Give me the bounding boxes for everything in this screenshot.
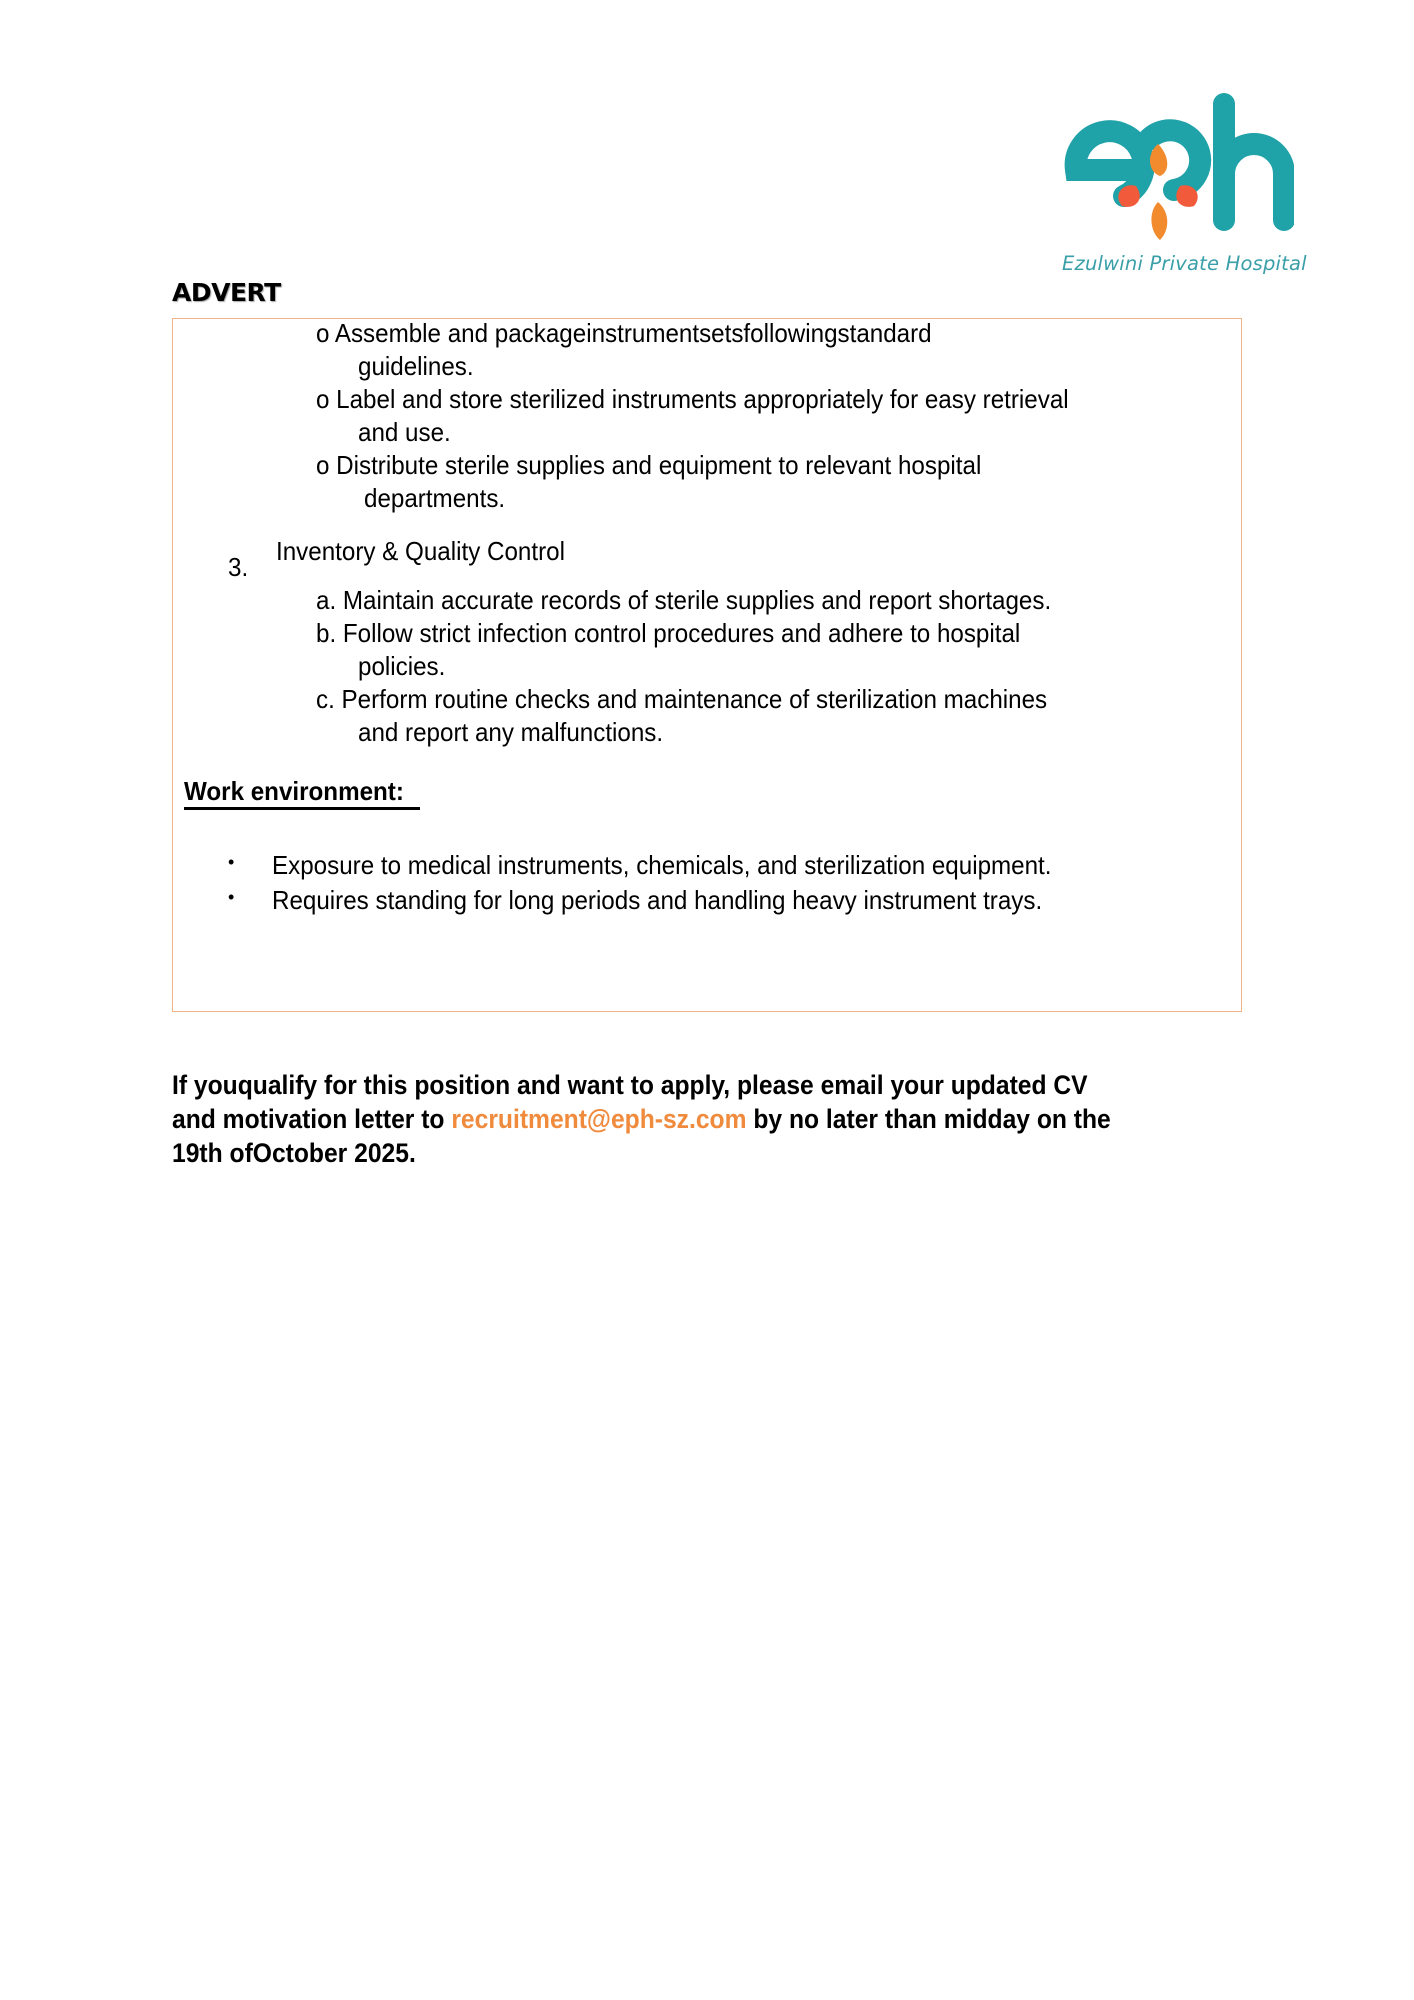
logo-caption: Ezulwini Private Hospital — [1062, 252, 1307, 275]
recruitment-email-link[interactable]: recruitment@eph-sz.com — [451, 1104, 747, 1134]
eph-logo-icon — [1062, 92, 1294, 252]
work-env-item: Requires standing for long periods and handling heavy instrument trays. — [272, 885, 1043, 915]
apply-line-3: 19th ofOctober 2025. — [172, 1138, 416, 1168]
advert-title: ADVERT — [172, 278, 281, 307]
inventory-item-c-cont: and report any malfunctions. — [358, 717, 664, 747]
task-item-distribute-cont: departments. — [364, 483, 506, 513]
inventory-item-c: c. Perform routine checks and maintenance of sterilization machines — [316, 684, 1048, 714]
inventory-item-b: b. Follow strict infection control procedures and adhere to hospital — [316, 618, 1021, 648]
task-item-assemble-cont: guidelines. — [358, 351, 474, 381]
inventory-item-a: a. Maintain accurate records of sterile supplies and report shortages. — [316, 585, 1052, 615]
bullet-icon: • — [228, 852, 235, 872]
task-item-distribute: o Distribute sterile supplies and equipment to relevant hospital — [316, 450, 982, 480]
task-item-assemble: o Assemble and packageinstrumentsetsfollowingstandard — [316, 318, 932, 348]
bullet-icon: • — [228, 887, 235, 907]
apply-line-2: and motivation letter to recruitment@eph-sz.com by no later than midday on the — [172, 1104, 1111, 1134]
hospital-logo — [1062, 92, 1307, 288]
inventory-item-b-cont: policies. — [358, 651, 446, 681]
section-number: 3. — [228, 552, 249, 582]
work-env-item: Exposure to medical instruments, chemicals, and sterilization equipment. — [272, 850, 1052, 880]
work-environment-heading: Work environment: — [184, 776, 420, 810]
apply-line-1: If youqualify for this position and want to apply, please email your updated CV — [172, 1070, 1088, 1100]
task-item-label-store: o Label and store sterilized instruments appropriately for easy retrieval — [316, 384, 1069, 414]
section-heading-inventory: Inventory & Quality Control — [276, 536, 565, 566]
application-instructions — [172, 1068, 1312, 1170]
task-item-label-store-cont: and use. — [358, 417, 451, 447]
